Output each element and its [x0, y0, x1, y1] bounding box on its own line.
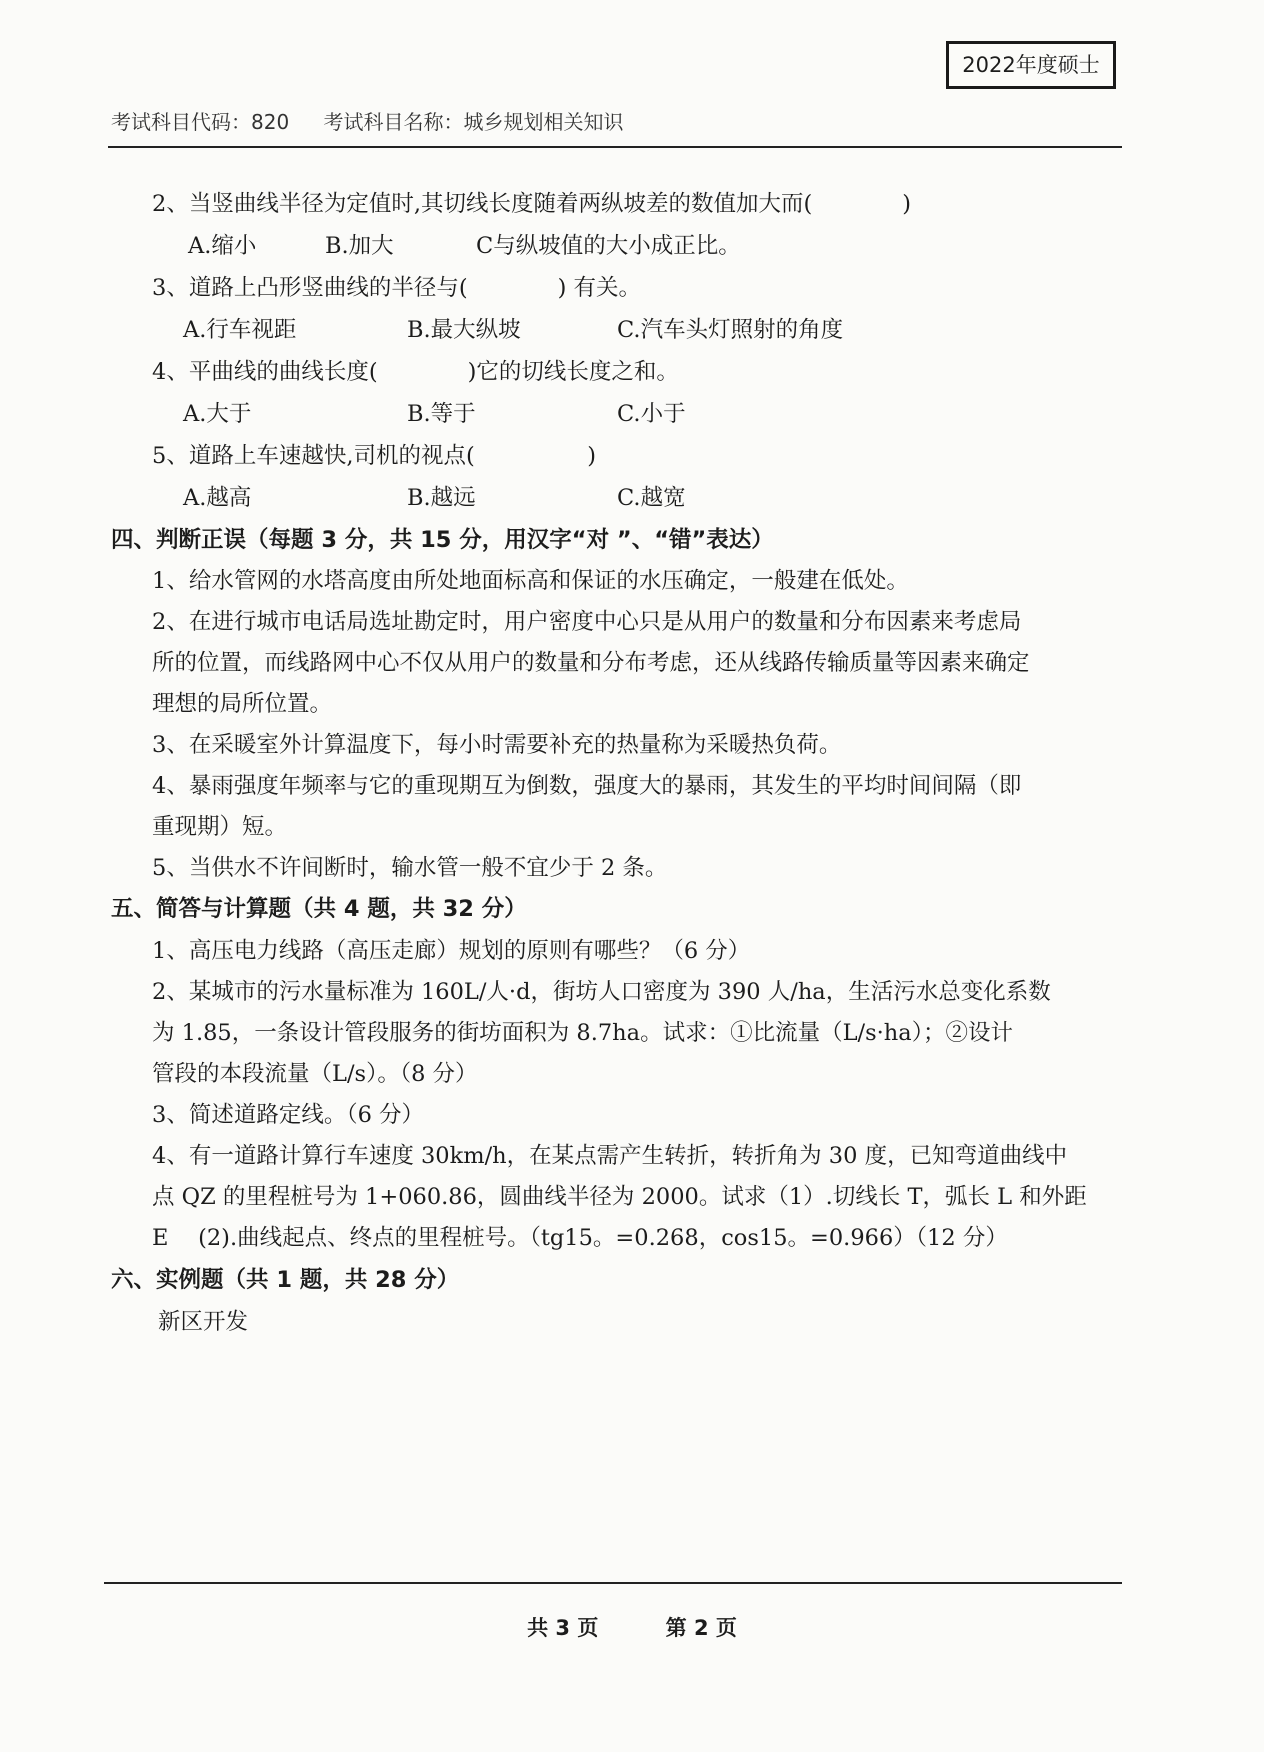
subject-code: 考试科目代码：820 — [111, 110, 290, 134]
header-rule — [108, 146, 1122, 148]
question-text: 2、当竖曲线半径为定值时,其切线长度随着两纵坡差的数值加大而( ) — [152, 191, 912, 217]
footer-rule — [104, 1582, 1122, 1584]
option-a: A.行车视距 — [183, 317, 297, 343]
option-a: A.大于 — [183, 401, 252, 427]
paragraph-line: 所的位置，而线路网中心不仅从用户的数量和分布考虑，还从线路传输质量等因素来确定 — [152, 650, 1030, 676]
exam-header — [111, 106, 652, 135]
question-text: 5、道路上车速越快,司机的视点( ) — [152, 443, 597, 469]
paragraph-line: 2、某城市的污水量标准为 160L/人·d，街坊人口密度为 390 人/ha，生活污水总变化系数 — [152, 979, 1051, 1005]
year-stamp: 2022年度硕士 — [946, 41, 1116, 89]
total-pages: 共 3 页 — [527, 1616, 599, 1640]
section-title: 四、判断正误（每题 3 分，共 15 分，用汉字“对 ”、“错”表达） — [111, 527, 774, 553]
paragraph-line: 为 1.85，一条设计管段服务的街坊面积为 8.7ha。试求：①比流量（L/s·ha）；②设计 — [152, 1020, 1013, 1046]
paragraph-line: 点 QZ 的里程桩号为 1+060.86，圆曲线半径为 2000。试求（1）.切线长 T，弧长 L 和外距 — [152, 1184, 1087, 1210]
paragraph-line: 1、给水管网的水塔高度由所处地面标高和保证的水压确定，一般建在低处。 — [152, 568, 909, 594]
option-a: A.越高 — [183, 485, 252, 511]
option-b: B.越远 — [407, 485, 476, 511]
paragraph-line: 4、有一道路计算行车速度 30km/h，在某点需产生转折，转折角为 30 度，已知弯道曲线中 — [152, 1143, 1068, 1169]
page-footer — [0, 1612, 1264, 1642]
paragraph-line: 新区开发 — [158, 1309, 249, 1335]
subject-name: 考试科目名称：城乡规划相关知识 — [323, 110, 624, 134]
paragraph-line: 3、简述道路定线。（6 分） — [152, 1102, 425, 1128]
paragraph-line: 2、在进行城市电话局选址勘定时，用户密度中心只是从用户的数量和分布因素来考虑局 — [152, 609, 1022, 635]
option-b: B.最大纵坡 — [407, 317, 521, 343]
paragraph-line: 3、在采暖室外计算温度下，每小时需要补充的热量称为采暖热负荷。 — [152, 732, 842, 758]
current-page: 第 2 页 — [665, 1616, 737, 1640]
paragraph-line: 4、暴雨强度年频率与它的重现期互为倒数，强度大的暴雨，其发生的平均时间间隔（即 — [152, 773, 1022, 799]
paragraph-line: 5、当供水不许间断时，输水管一般不宜少于 2 条。 — [152, 855, 668, 881]
paragraph-line: 理想的局所位置。 — [152, 691, 333, 717]
option-c: C.汽车头灯照射的角度 — [617, 317, 844, 343]
question-text: 4、平曲线的曲线长度( )它的切线长度之和。 — [152, 359, 679, 385]
section-title: 五、简答与计算题（共 4 题，共 32 分） — [111, 896, 527, 922]
section-title: 六、实例题（共 1 题，共 28 分） — [111, 1267, 460, 1293]
option-c: C.小于 — [617, 401, 686, 427]
paragraph-line: 重现期）短。 — [152, 814, 288, 840]
paragraph-line: E (2).曲线起点、终点的里程桩号。（tg15。=0.268，cos15。=0.966）（12 分） — [152, 1225, 1008, 1251]
question-text: 3、道路上凸形竖曲线的半径与( ) 有关。 — [152, 275, 642, 301]
paragraph-line: 管段的本段流量（L/s）。（8 分） — [152, 1061, 478, 1087]
option-c: C与纵坡值的大小成正比。 — [476, 233, 741, 259]
paragraph-line: 1、高压电力线路（高压走廊）规划的原则有哪些？（6 分） — [152, 938, 751, 964]
option-c: C.越宽 — [617, 485, 686, 511]
option-a: A.缩小 — [188, 233, 257, 259]
option-b: B.等于 — [407, 401, 476, 427]
option-b: B.加大 — [325, 233, 394, 259]
